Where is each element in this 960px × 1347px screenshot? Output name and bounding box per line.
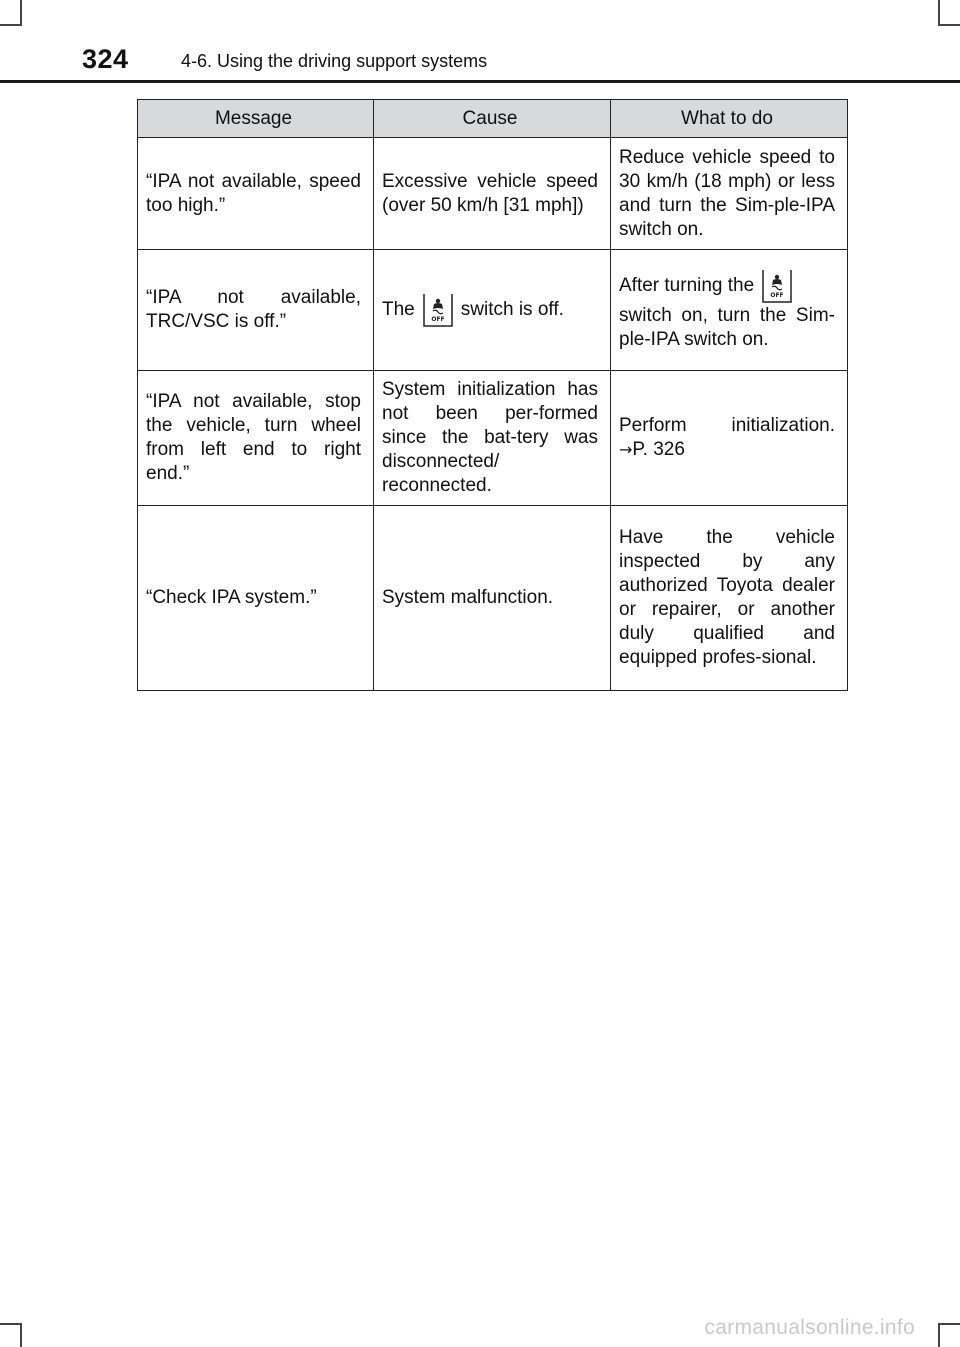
action-text-before: After turning the (619, 275, 755, 297)
action-text-after: switch on, turn the Sim-ple-IPA switch on. (619, 305, 835, 350)
vsc-off-switch-icon (421, 292, 455, 328)
action-text: Perform initialization. (619, 415, 835, 436)
message-cell: “IPA not available, TRC/VSC is off.” (138, 250, 374, 371)
message-table (137, 99, 848, 691)
arrow-icon: → (619, 440, 633, 459)
table-header-row (138, 100, 848, 138)
action-cell: Reduce vehicle speed to 30 km/h (18 mph) or less and turn the Sim-ple-IPA switch on. (611, 138, 848, 250)
message-cell: “IPA not available, speed too high.” (138, 138, 374, 250)
section-title: 4-6. Using the driving support systems (181, 51, 488, 71)
column-header-cause: Cause (374, 100, 611, 138)
svg-text:OFF: OFF (431, 316, 445, 323)
cause-cell: System initialization has not been per-formed since the bat-tery was disconnected/ reconnected. (374, 371, 611, 506)
header-divider (0, 80, 960, 83)
action-cell (611, 250, 848, 371)
crop-mark (938, 24, 960, 26)
crop-mark (938, 0, 940, 24)
page-header (0, 38, 960, 82)
cause-text-after: switch is off. (460, 299, 564, 321)
crop-mark (938, 1323, 960, 1325)
page-reference-link[interactable]: P. 326 (632, 439, 685, 460)
cause-cell: Excessive vehicle speed (over 50 km/h [31 mph]) (374, 138, 611, 250)
crop-mark (20, 1323, 22, 1347)
action-cell (611, 371, 848, 506)
table-row (138, 506, 848, 691)
column-header-what-to-do: What to do (611, 100, 848, 138)
crop-mark (938, 1323, 940, 1347)
watermark: carmanualsonline.info (704, 1316, 915, 1339)
vsc-off-switch-icon (760, 268, 794, 304)
table-row (138, 371, 848, 506)
cause-cell (374, 250, 611, 371)
svg-text:OFF: OFF (770, 292, 784, 299)
table-row (138, 250, 848, 371)
page-number: 324 (82, 44, 129, 74)
table-row (138, 138, 848, 250)
cause-text-before: The (382, 299, 415, 321)
column-header-message: Message (138, 100, 374, 138)
crop-mark (20, 0, 22, 24)
crop-mark (0, 24, 22, 26)
crop-mark (0, 1323, 22, 1325)
cause-cell: System malfunction. (374, 506, 611, 691)
message-cell: “Check IPA system.” (138, 506, 374, 691)
message-cell: “IPA not available, stop the vehicle, turn wheel from left end to right end.” (138, 371, 374, 506)
action-cell: Have the vehicle inspected by any authorized Toyota dealer or repairer, or another duly qualified and equipped profes-sional. (611, 506, 848, 691)
